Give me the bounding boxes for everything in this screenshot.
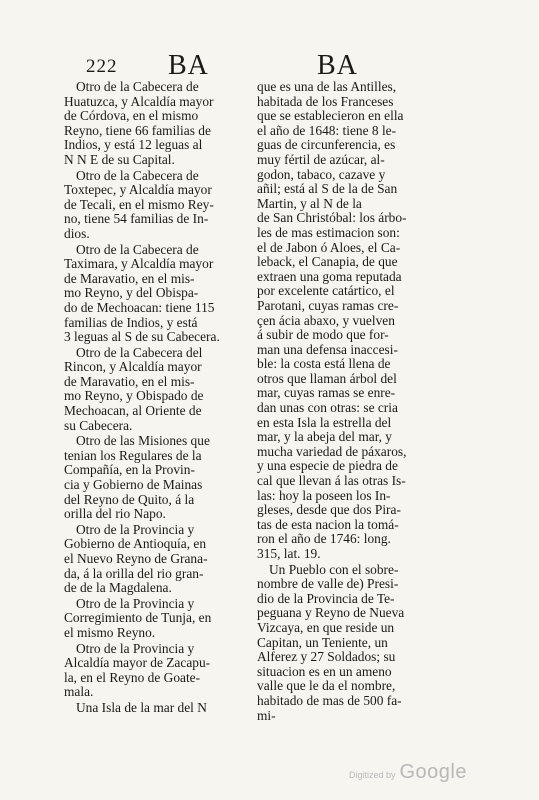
text-line: dios. xyxy=(64,225,90,241)
gazetteer-entry xyxy=(257,563,443,724)
text-line: mucha variedad de páxaros, xyxy=(257,443,407,459)
text-line: el Nuevo Reyno de Grana- xyxy=(64,551,208,566)
text-line: les de mas estimacion son: xyxy=(257,224,400,240)
text-line: ron el año de 1746: long. xyxy=(257,531,391,547)
gazetteer-entry xyxy=(64,523,250,596)
text-line: cal que llevan á las otras Is- xyxy=(257,473,406,489)
text-line: Alferez y 27 Soldados; su xyxy=(257,649,396,665)
text-line: á subir de modo que for- xyxy=(257,327,389,343)
text-line: Un Pueblo con el sobre- xyxy=(269,561,399,577)
text-line: no, tiene 54 familias de In- xyxy=(64,211,209,227)
text-line: dan unas con otras: se cria xyxy=(257,400,398,416)
text-line: guas de circunferencia, es xyxy=(257,137,396,153)
text-line: nombre de valle de) Presi- xyxy=(257,576,399,592)
text-line: Alcaldía mayor de Zacapu- xyxy=(64,655,211,671)
left-text-column xyxy=(64,80,250,716)
text-line: Otro de la Provincia y xyxy=(76,521,195,537)
text-line: de Maravatio, en el mis- xyxy=(64,270,195,286)
right-text-column xyxy=(257,80,443,723)
text-line: Reyno, tiene 66 familias de xyxy=(64,122,211,138)
text-line: orilla del rio Napo. xyxy=(64,506,166,522)
text-line: la, en el Reyno de Goate- xyxy=(64,669,201,685)
text-line: del Reyno de Quito, á la xyxy=(64,491,195,507)
text-line: Otro de la Cabecera de xyxy=(76,167,199,183)
page-number: 222 xyxy=(86,56,118,77)
text-line: Indios, y está 12 leguas al xyxy=(64,137,203,153)
text-line: el mismo Reyno. xyxy=(64,624,156,640)
text-line: da, á la orilla del rio gran- xyxy=(64,565,204,581)
text-line: 315, lat. 19. xyxy=(257,546,321,561)
text-line: familias de Indios, y está xyxy=(64,314,198,330)
text-line: habitado de mas de 500 fa- xyxy=(257,692,402,708)
text-line: añil; está al S de la de San xyxy=(257,181,398,197)
watermark-brand: Google xyxy=(399,761,467,783)
text-line: mar, y la abeja del mar, y xyxy=(257,429,393,445)
gazetteer-entry xyxy=(64,80,250,168)
running-head-left: BA xyxy=(168,50,209,81)
text-line: mala. xyxy=(64,684,94,700)
gazetteer-entry xyxy=(64,346,250,434)
text-line: mar, cuyas ramas se enre- xyxy=(257,385,396,401)
text-line: do de Mechoacan: tiene 115 xyxy=(64,299,215,315)
text-line: Otro de las Misiones que xyxy=(76,433,210,449)
text-line: mo Reyno, y Obispado de xyxy=(64,388,204,404)
text-line: Capitan, un Teniente, un xyxy=(257,634,388,650)
text-line: godon, tabaco, cazave y xyxy=(257,166,386,182)
text-line: que es una de las Antilles, xyxy=(257,79,397,94)
text-line: de Tecali, en el mismo Rey- xyxy=(64,196,214,212)
text-line: Compañía, en la Provin- xyxy=(64,462,195,478)
text-line: otros que llaman árbol del xyxy=(257,370,397,386)
text-line: de Córdova, en el mismo xyxy=(64,108,199,124)
text-line: çen ácia abaxo, y vuelven xyxy=(257,312,395,328)
text-line: el año de 1648: tiene 8 le- xyxy=(257,122,397,138)
text-line: Rincon, y Alcaldía mayor xyxy=(64,359,202,375)
text-line: cia y Gobierno de Mainas xyxy=(64,477,203,493)
text-line: Parotani, cuyas ramas cre- xyxy=(257,297,399,313)
text-line: Huatuzca, y Alcaldía mayor xyxy=(64,93,214,109)
gazetteer-entry xyxy=(64,597,250,641)
text-line: Otro de la Cabecera del xyxy=(76,344,203,360)
text-line: Taximara, y Alcaldía mayor xyxy=(64,256,214,272)
text-line: situacion es en un ameno xyxy=(257,663,392,679)
text-line: 3 leguas al S de su Cabecera. xyxy=(64,329,220,345)
text-line: Otro de la Provincia y xyxy=(76,640,195,656)
text-line: las: hoy la poseen los In- xyxy=(257,487,391,503)
text-line: tas de esta nacion la tomá- xyxy=(257,516,399,532)
gazetteer-entry xyxy=(64,642,250,700)
text-line: leback, el Canapia, de que xyxy=(257,254,398,270)
text-line: Otro de la Cabecera de xyxy=(76,79,199,94)
text-line: habitada de los Franceses xyxy=(257,93,394,109)
text-line: de de la Magdalena. xyxy=(64,580,172,596)
running-head-right: BA xyxy=(317,50,358,81)
text-line: que se establecieron en ella xyxy=(257,108,404,124)
text-line: gleses, desde que dos Pira- xyxy=(257,502,401,518)
text-line: el de Jabon ó Aloes, el Ca- xyxy=(257,239,401,255)
text-line: Gobierno de Antioquía, en xyxy=(64,536,207,552)
text-line: dio de la Provincia de Te- xyxy=(257,590,395,606)
text-line: en esta Isla la estrella del xyxy=(257,414,392,430)
gazetteer-entry xyxy=(257,80,443,562)
text-line: tenian los Regulares de la xyxy=(64,447,202,463)
watermark-prefix: Digitized by xyxy=(348,770,396,780)
text-line: Una Isla de la mar del N xyxy=(76,699,207,715)
digitization-watermark xyxy=(349,761,467,784)
text-line: Mechoacan, al Oriente de xyxy=(64,403,202,419)
gazetteer-entry xyxy=(64,434,250,522)
text-line: Toxtepec, y Alcaldía mayor xyxy=(64,182,212,198)
text-line: Otro de la Cabecera de xyxy=(76,241,199,257)
text-line: Otro de la Provincia y xyxy=(76,595,195,611)
text-line: por excelente catártico, el xyxy=(257,283,395,299)
text-line: Corregimiento de Tunja, en xyxy=(64,610,212,626)
text-line: muy fértil de azúcar, al- xyxy=(257,151,385,167)
gazetteer-entry xyxy=(64,243,250,345)
text-line: valle que le da el nombre, xyxy=(257,678,396,694)
text-line: mi- xyxy=(257,707,276,723)
text-line: de San Christóbal: los árbo- xyxy=(257,210,407,226)
text-line: Martin, y al N de la xyxy=(257,195,362,211)
text-line: Vizcaya, en que reside un xyxy=(257,619,395,635)
text-line: ble: la costa está llena de xyxy=(257,356,391,372)
text-line: y una especie de piedra de xyxy=(257,458,398,474)
text-line: N N E de su Capital. xyxy=(64,151,175,167)
text-line: man una defensa inaccesi- xyxy=(257,341,398,357)
text-line: de Maravatio, en el mis- xyxy=(64,373,195,389)
text-line: peguana y Reyno de Nueva xyxy=(257,605,405,621)
gazetteer-entry xyxy=(64,169,250,242)
text-line: su Cabecera. xyxy=(64,417,133,433)
text-line: extraen una goma reputada xyxy=(257,268,402,284)
text-line: mo Reyno, y del Obispa- xyxy=(64,285,199,301)
gazetteer-entry xyxy=(64,701,250,716)
